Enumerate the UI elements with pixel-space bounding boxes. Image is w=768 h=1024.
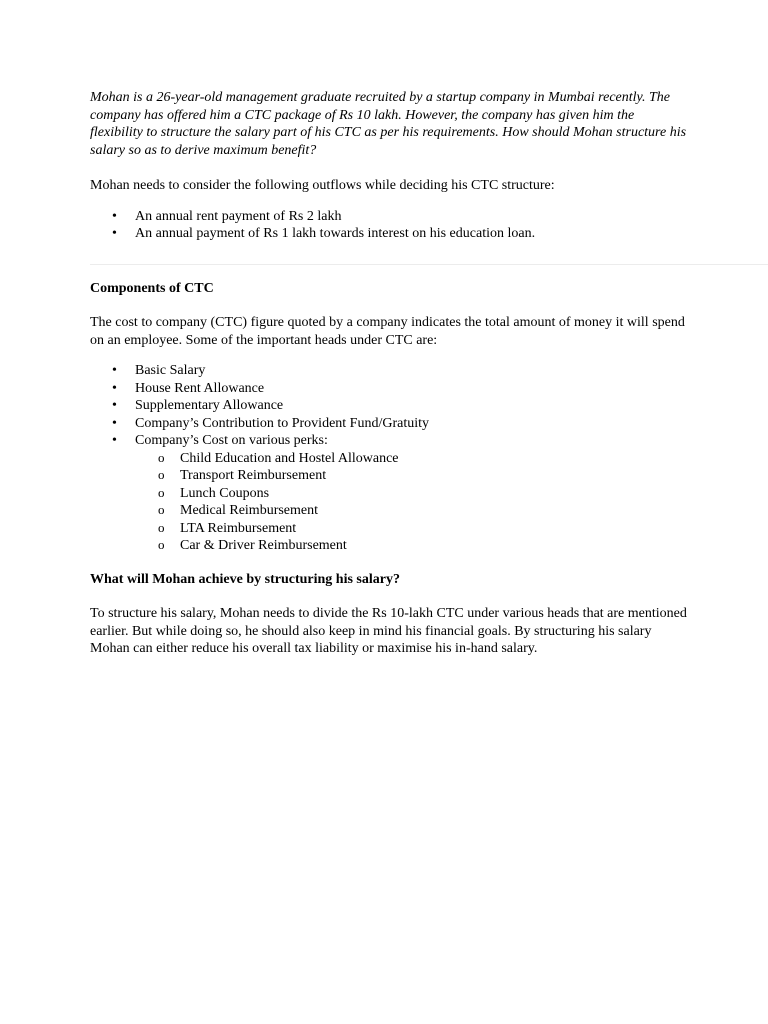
components-heading: Components of CTC bbox=[90, 280, 214, 296]
achieve-heading: What will Mohan achieve by structuring his salary? bbox=[90, 571, 400, 587]
perks-sublist bbox=[135, 450, 690, 555]
list-item bbox=[90, 432, 690, 555]
document-body bbox=[90, 89, 690, 658]
ctc-heads-list bbox=[90, 362, 690, 555]
outflows-lead: Mohan needs to consider the following outflows while deciding his CTC structure: bbox=[90, 178, 555, 193]
list-item-label: Company’s Cost on various perks: bbox=[135, 433, 328, 448]
intro-paragraph: Mohan is a 26-year-old management graduate recruited by a startup company in Mumbai recently. The company has offered him a CTC package of Rs 10 lakh. However, the company has given him the flexibility to structure the salary part of his CTC as per his requirements. How should Mohan structure his salary so as to derive maximum benefit? bbox=[90, 90, 687, 158]
list-item: • House Rent Allowance bbox=[90, 380, 690, 398]
sublist-item: o Transport Reimbursement bbox=[135, 467, 690, 485]
sublist-item: o Car & Driver Reimbursement bbox=[135, 537, 690, 555]
sublist-item: o LTA Reimbursement bbox=[135, 520, 690, 538]
achieve-paragraph: To structure his salary, Mohan needs to divide the Rs 10-lakh CTC under various heads that are mentioned earlier. But while doing so, he should also keep in mind his financial goals. By structuring his salary Mohan can either reduce his overall tax liability or maximise his in-hand salary. bbox=[90, 606, 687, 656]
list-item: • Basic Salary bbox=[90, 362, 690, 380]
list-item: • Supplementary Allowance bbox=[90, 397, 690, 415]
list-item: • An annual rent payment of Rs 2 lakh bbox=[90, 208, 690, 226]
sublist-item: o Child Education and Hostel Allowance bbox=[135, 450, 690, 468]
list-item: • An annual payment of Rs 1 lakh towards interest on his education loan. bbox=[90, 225, 690, 243]
list-item: • Company’s Contribution to Provident Fund/Gratuity bbox=[90, 415, 690, 433]
components-description: The cost to company (CTC) figure quoted by a company indicates the total amount of money it will spend on an employee. Some of the important heads under CTC are: bbox=[90, 315, 685, 348]
sublist-item: o Lunch Coupons bbox=[135, 485, 690, 503]
sublist-item: o Medical Reimbursement bbox=[135, 502, 690, 520]
outflows-list bbox=[90, 208, 690, 243]
